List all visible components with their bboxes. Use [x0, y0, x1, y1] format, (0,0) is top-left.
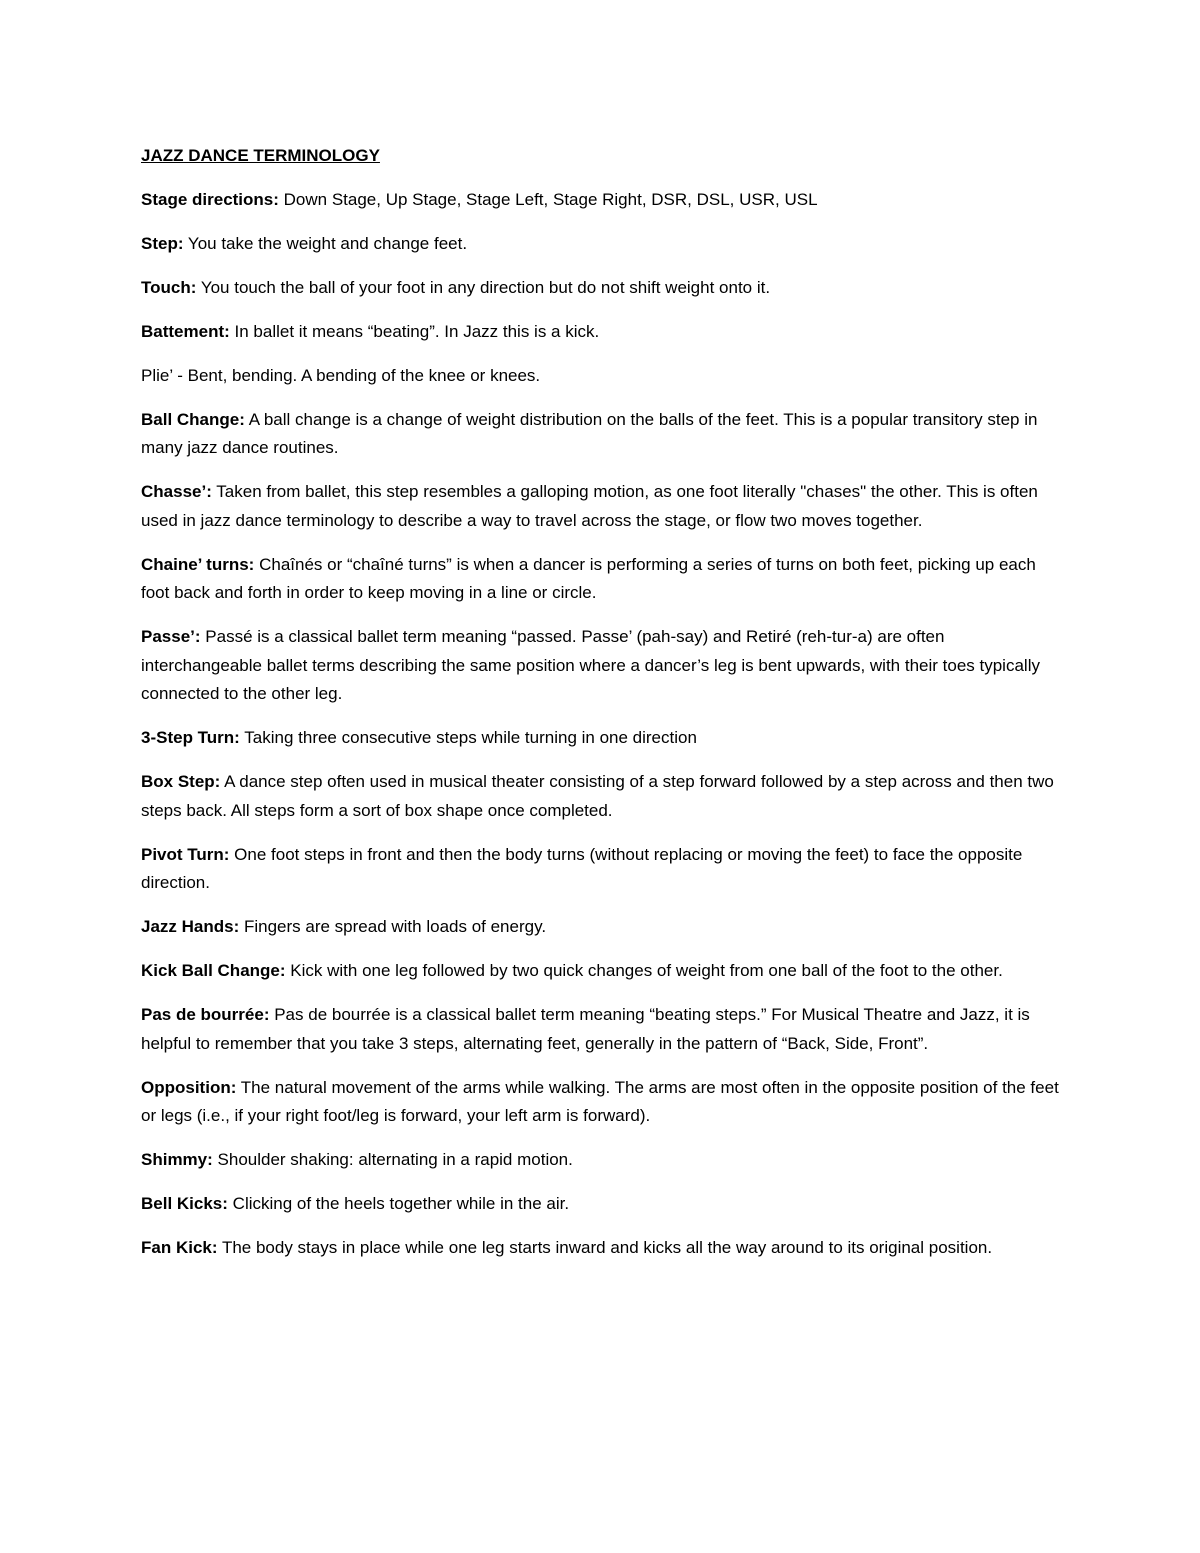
entry-definition: Pas de bourrée is a classical ballet term meaning “beating steps.” For Musical Theatre and Jazz, it is helpful to remember that you take 3 steps, alternating feet, generally in the pattern of “Back, Side, Front”.	[141, 1005, 1030, 1053]
entry-term: Step:	[141, 233, 184, 253]
entry-definition: The body stays in place while one leg starts inward and kicks all the way around to its original position.	[217, 1238, 993, 1257]
entry-definition: Clicking of the heels together while in the air.	[227, 1194, 570, 1213]
entry-definition: Down Stage, Up Stage, Stage Left, Stage Right, DSR, DSL, USR, USL	[278, 189, 818, 209]
glossary-entry	[141, 186, 1061, 215]
glossary-entry	[141, 1190, 1061, 1219]
document-body	[141, 142, 1061, 1278]
entry-definition: Taking three consecutive steps while turning in one direction	[239, 728, 697, 747]
glossary-entry	[141, 768, 1061, 825]
glossary-entry	[141, 1234, 1061, 1263]
entry-term: Chasse’:	[141, 482, 212, 501]
entry-definition: Passé is a classical ballet term meaning “passed. Passe’ (pah-say) and Retiré (reh-tur-a) are often interchangeable ballet terms describing the same position where a dancer’s leg is bent upwards, with their toes typically connected to the other leg.	[141, 627, 1040, 703]
entry-definition: You take the weight and change feet.	[183, 233, 468, 253]
entry-term: Box Step:	[141, 772, 221, 791]
entry-term: Ball Change:	[141, 409, 245, 429]
glossary-entry	[141, 957, 1061, 986]
glossary-entry	[141, 913, 1061, 942]
entry-definition: Chaînés or “chaîné turns” is when a dancer is performing a series of turns on both feet, picking up each foot back and forth in order to keep moving in a line or circle.	[141, 554, 1036, 602]
glossary-entry	[141, 274, 1061, 303]
entry-definition: Kick with one leg followed by two quick changes of weight from one ball of the foot to the other.	[285, 961, 1003, 980]
entry-term: 3-Step Turn:	[141, 728, 240, 747]
entry-term: Chaine’ turns:	[141, 554, 255, 574]
entry-definition: Shoulder shaking: alternating in a rapid motion.	[212, 1150, 573, 1169]
entry-term: Passe’:	[141, 627, 201, 646]
glossary-entry	[141, 406, 1061, 463]
glossary-entry	[141, 1001, 1061, 1058]
glossary-entry	[141, 1146, 1061, 1175]
entry-term: Battement:	[141, 321, 230, 341]
entry-definition: You touch the ball of your foot in any direction but do not shift weight onto it.	[196, 277, 771, 297]
entry-term: Fan Kick:	[141, 1238, 218, 1257]
entry-term: Opposition:	[141, 1077, 237, 1097]
entry-term: Pivot Turn:	[141, 844, 230, 864]
entry-definition: Plie’ - Bent, bending. A bending of the knee or knees.	[141, 365, 541, 385]
entry-definition: Taken from ballet, this step resembles a galloping motion, as one foot literally "chases" the other. This is often used in jazz dance terminology to describe a way to travel across the stage, or flow two moves together.	[141, 482, 1038, 530]
glossary-entry	[141, 724, 1061, 753]
entry-term: Pas de bourrée:	[141, 1005, 270, 1024]
glossary-entry	[141, 478, 1061, 535]
entry-term: Bell Kicks:	[141, 1194, 228, 1213]
glossary-entry	[141, 841, 1061, 898]
entry-definition: In ballet it means “beating”. In Jazz this is a kick.	[229, 321, 600, 341]
glossary-entry	[141, 230, 1061, 259]
entry-term: Shimmy:	[141, 1150, 213, 1169]
glossary-entry	[141, 318, 1061, 347]
glossary-entry	[141, 551, 1061, 608]
entry-term: Jazz Hands:	[141, 917, 240, 936]
glossary-entry	[141, 623, 1061, 709]
glossary-entry	[141, 362, 1061, 391]
entry-term: Touch:	[141, 277, 197, 297]
entry-term: Kick Ball Change:	[141, 961, 286, 980]
glossary-entry	[141, 1074, 1061, 1131]
entry-definition: One foot steps in front and then the body turns (without replacing or moving the feet) to face the opposite direction.	[141, 844, 1023, 892]
entry-definition: Fingers are spread with loads of energy.	[239, 917, 547, 936]
document-title: JAZZ DANCE TERMINOLOGY	[141, 146, 380, 165]
entry-definition: A ball change is a change of weight distribution on the balls of the feet. This is a popular transitory step in many jazz dance routines.	[141, 409, 1038, 457]
entry-definition: A dance step often used in musical theater consisting of a step forward followed by a step across and then two steps back. All steps form a sort of box shape once completed.	[141, 772, 1054, 820]
entry-term: Stage directions:	[141, 189, 279, 209]
entry-definition: The natural movement of the arms while walking. The arms are most often in the opposite position of the feet or legs (i.e., if your right foot/leg is forward, your left arm is forward).	[141, 1077, 1059, 1125]
